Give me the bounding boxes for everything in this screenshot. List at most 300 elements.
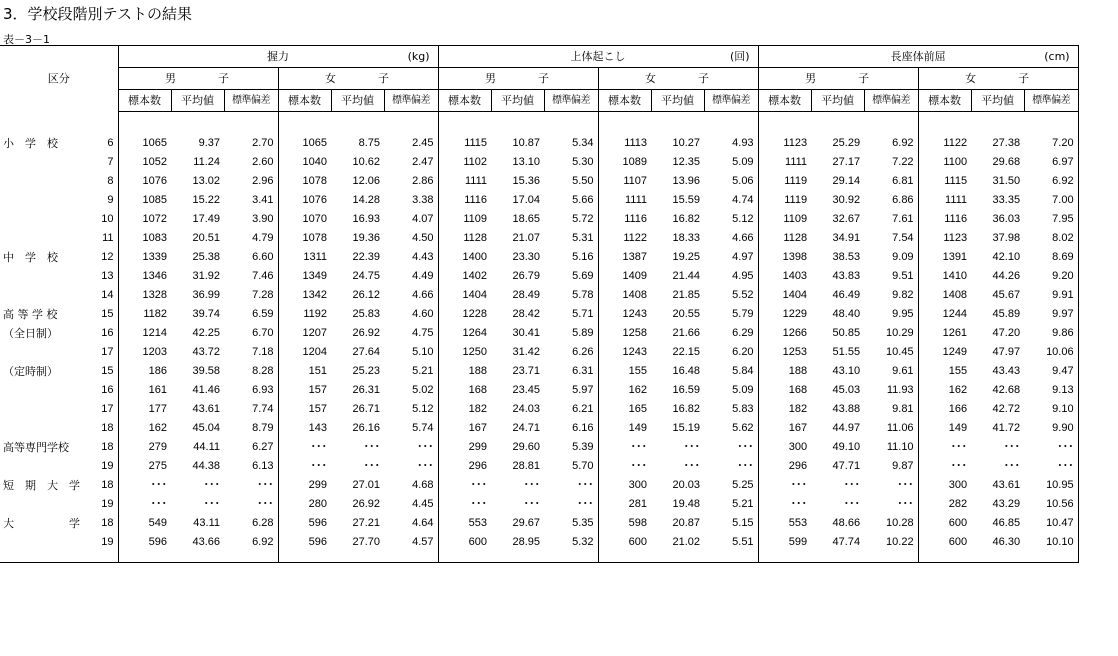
table-cell: 1250	[438, 343, 491, 362]
column-header: 平均値	[811, 90, 864, 112]
table-cell: 8.75	[358, 137, 380, 149]
table-cell: 43.61	[992, 479, 1021, 491]
table-cell: 10.27	[672, 137, 701, 149]
table-cell: ･･･	[118, 476, 171, 495]
table-row	[0, 305, 1078, 324]
table-cell: 49.10	[832, 441, 861, 453]
table-cell: 165	[598, 400, 651, 419]
row-age: 13	[101, 270, 114, 282]
table-cell: 19.36	[352, 232, 380, 244]
table-row	[0, 362, 1078, 381]
table-cell: 9.97	[1024, 305, 1078, 324]
table-cell: 5.10	[412, 346, 434, 358]
table-cell: 33.35	[992, 194, 1021, 206]
table-cell: 6.92	[252, 536, 274, 548]
table-cell: ･･･	[1024, 457, 1078, 476]
table-cell: 1410	[918, 267, 971, 286]
table-cell: 1102	[438, 153, 491, 172]
table-cell: 2.60	[252, 156, 274, 168]
table-row	[0, 229, 1078, 248]
table-cell: 47.20	[992, 327, 1021, 339]
table-cell: 16.93	[352, 213, 380, 225]
table-cell: 157	[278, 400, 331, 419]
table-cell: 27.38	[992, 137, 1021, 149]
row-age: 11	[102, 232, 114, 244]
table-id: 表－3－1	[3, 33, 50, 46]
table-cell: 16.82	[672, 213, 701, 225]
table-cell: 1065	[278, 134, 331, 153]
table-cell: 51.55	[832, 346, 861, 358]
table-cell: ･･･	[417, 460, 434, 472]
table-cell: 1258	[598, 324, 651, 343]
row-category: （定時制）	[3, 365, 58, 378]
table-cell: 42.68	[992, 384, 1021, 396]
table-cell: 155	[918, 362, 971, 381]
table-cell: 7.46	[252, 270, 274, 282]
table-cell: ･･･	[203, 479, 220, 491]
table-cell: 6.13	[252, 460, 274, 472]
table-cell: 9.86	[1024, 324, 1078, 343]
table-cell: 1264	[438, 324, 491, 343]
table-cell: 2.47	[412, 156, 434, 168]
kubun-header: 区分	[0, 46, 118, 112]
table-cell: 47.97	[992, 346, 1021, 358]
table-cell: 10.47	[1024, 514, 1078, 533]
table-cell: 2.96	[252, 175, 274, 187]
table-row	[0, 438, 1078, 457]
table-cell: 26.16	[352, 422, 380, 434]
table-cell: 300	[758, 438, 811, 457]
table-cell: 9.87	[892, 460, 914, 472]
table-cell: ･･･	[758, 495, 811, 514]
table-cell: 28.42	[512, 308, 541, 320]
table-cell: 9.10	[1024, 400, 1078, 419]
table-row	[0, 191, 1078, 210]
table-cell: ･･･	[897, 479, 914, 491]
column-header: 標準偏差	[544, 90, 598, 112]
table-cell: 5.84	[732, 365, 754, 377]
table-cell: 282	[918, 495, 971, 514]
table-cell: 1076	[118, 172, 171, 191]
table-cell: 28.81	[512, 460, 541, 472]
table-cell: 5.52	[732, 289, 754, 301]
table-cell: 25.23	[352, 365, 380, 377]
table-cell: 6.97	[1024, 153, 1078, 172]
column-header: 標準偏差	[384, 90, 438, 112]
table-cell: 14.28	[352, 194, 380, 206]
table-cell: 6.81	[892, 175, 914, 187]
table-cell: 6.29	[732, 327, 754, 339]
table-cell: 5.74	[412, 422, 434, 434]
table-cell: 24.03	[512, 403, 541, 415]
table-cell: 1243	[598, 305, 651, 324]
table-cell: 36.99	[192, 289, 220, 301]
table-cell: ･･･	[598, 457, 651, 476]
table-cell: 11.93	[886, 384, 914, 396]
table-cell: 15.59	[672, 194, 701, 206]
table-cell: 32.67	[832, 213, 861, 225]
table-cell: 4.50	[412, 232, 434, 244]
table-cell: 1214	[118, 324, 171, 343]
table-cell: 18.33	[672, 232, 701, 244]
table-cell: 166	[918, 400, 971, 419]
table-cell: 299	[278, 476, 331, 495]
table-cell: 1119	[758, 172, 811, 191]
table-cell: 23.71	[512, 365, 541, 377]
row-category	[0, 210, 85, 229]
table-cell: 279	[118, 438, 171, 457]
table-cell: 596	[118, 533, 171, 552]
table-cell: 29.60	[512, 441, 541, 453]
table-cell: 5.89	[572, 327, 594, 339]
column-header: 平均値	[491, 90, 544, 112]
row-age: 19	[101, 498, 114, 510]
table-cell: 21.66	[672, 327, 701, 339]
table-cell: 19.25	[672, 251, 701, 263]
table-cell: ･･･	[843, 498, 861, 510]
row-age: 10	[101, 213, 114, 225]
table-row	[0, 476, 1078, 495]
table-cell: 9.13	[1024, 381, 1078, 400]
table-cell: 9.90	[1024, 419, 1078, 438]
table-cell: 43.72	[192, 346, 220, 358]
table-cell: 1346	[118, 267, 171, 286]
table-cell: 15.19	[672, 422, 701, 434]
sex-header-male: 男 子	[438, 68, 598, 90]
table-cell: 4.66	[732, 232, 754, 244]
table-cell: 26.12	[352, 289, 380, 301]
table-cell: 44.26	[992, 270, 1021, 282]
column-header: 平均値	[171, 90, 224, 112]
table-cell: 1349	[278, 267, 331, 286]
table-cell: 275	[118, 457, 171, 476]
table-cell: 20.51	[192, 232, 220, 244]
table-cell: 4.64	[412, 517, 434, 529]
table-cell: 5.16	[572, 251, 594, 263]
column-header: 標準偏差	[864, 90, 918, 112]
row-age: 18	[101, 422, 114, 434]
table-cell: 20.87	[672, 517, 701, 529]
table-cell: 24.71	[512, 422, 541, 434]
table-cell: 1116	[438, 191, 491, 210]
table-cell: 6.92	[1024, 172, 1078, 191]
table-cell: ･･･	[737, 441, 754, 453]
table-cell: 22.15	[672, 346, 701, 358]
table-cell: 143	[278, 419, 331, 438]
table-cell: 24.75	[352, 270, 380, 282]
table-cell: 5.51	[732, 536, 754, 548]
table-cell: 1111	[438, 172, 491, 191]
table-cell: 9.91	[1024, 286, 1078, 305]
table-cell: 26.92	[352, 498, 380, 510]
table-cell: 10.56	[1024, 495, 1078, 514]
table-cell: 29.67	[512, 517, 541, 529]
table-cell: ･･･	[598, 438, 651, 457]
table-cell: ･･･	[918, 457, 971, 476]
table-cell: 1119	[758, 191, 811, 210]
row-category: （全日制）	[3, 327, 58, 340]
table-cell: 5.62	[732, 422, 754, 434]
row-category	[0, 286, 85, 305]
table-cell: 162	[598, 381, 651, 400]
row-category	[0, 153, 85, 172]
table-cell: 299	[438, 438, 491, 457]
row-age: 16	[101, 327, 114, 339]
table-cell: 4.79	[252, 232, 274, 244]
table-cell: 23.45	[512, 384, 541, 396]
table-cell: 9.47	[1024, 362, 1078, 381]
table-cell: 10.28	[886, 517, 914, 529]
table-cell: 7.00	[1024, 191, 1078, 210]
table-cell: 46.49	[832, 289, 861, 301]
table-cell: 47.74	[832, 536, 861, 548]
table-cell: 1085	[118, 191, 171, 210]
table-cell: ･･･	[363, 441, 380, 453]
table-cell: ･･･	[1003, 460, 1021, 472]
table-cell: 8.79	[252, 422, 274, 434]
table-cell: 300	[598, 476, 651, 495]
table-row	[0, 134, 1078, 153]
column-header: 標準偏差	[704, 90, 758, 112]
table-cell: 46.30	[992, 536, 1021, 548]
table-cell: 19.48	[672, 498, 701, 510]
table-cell: 6.70	[252, 327, 274, 339]
table-cell: 1083	[118, 229, 171, 248]
row-category	[0, 267, 85, 286]
table-cell: 162	[118, 419, 171, 438]
table-cell: 31.42	[512, 346, 541, 358]
table-cell: 1244	[918, 305, 971, 324]
row-age: 17	[101, 403, 114, 415]
table-cell: 42.72	[992, 403, 1021, 415]
table-cell: ･･･	[683, 460, 701, 472]
table-row	[0, 248, 1078, 267]
table-row	[0, 457, 1078, 476]
table-cell: 6.59	[252, 308, 274, 320]
table-cell: 5.78	[572, 289, 594, 301]
results-table	[0, 45, 1079, 563]
table-row	[0, 495, 1078, 514]
table-cell: ･･･	[438, 476, 491, 495]
row-category: 短 期 大 学	[3, 479, 80, 492]
table-cell: ･･･	[417, 441, 434, 453]
table-cell: 8.69	[1024, 248, 1078, 267]
row-age: 12	[101, 251, 114, 263]
column-header: 標準偏差	[1024, 90, 1078, 112]
table-cell: 3.38	[412, 194, 434, 206]
table-cell: 20.55	[672, 308, 701, 320]
table-cell: 4.75	[412, 327, 434, 339]
row-age: 6	[107, 137, 114, 149]
table-cell: 1065	[118, 134, 171, 153]
table-cell: 155	[598, 362, 651, 381]
table-cell: 17.04	[512, 194, 541, 206]
table-row	[0, 286, 1078, 305]
table-cell: 5.06	[732, 175, 754, 187]
table-row	[0, 419, 1078, 438]
table-cell: 1123	[918, 229, 971, 248]
table-cell: 5.15	[732, 517, 754, 529]
table-cell: 10.10	[1024, 533, 1078, 552]
table-cell: 182	[438, 400, 491, 419]
table-cell: 38.53	[832, 251, 861, 263]
sex-header-male: 男 子	[118, 68, 278, 90]
table-cell: 1111	[758, 153, 811, 172]
table-cell: 10.06	[1024, 343, 1078, 362]
table-cell: ･･･	[257, 498, 274, 510]
table-cell: 1128	[758, 229, 811, 248]
table-cell: 34.91	[832, 232, 861, 244]
table-cell: 43.10	[832, 365, 861, 377]
table-cell: 1402	[438, 267, 491, 286]
table-cell: 600	[438, 533, 491, 552]
table-cell: 4.97	[732, 251, 754, 263]
row-age: 19	[101, 536, 114, 548]
table-cell: 27.64	[352, 346, 380, 358]
table-cell: 4.95	[732, 270, 754, 282]
table-cell: 167	[438, 419, 491, 438]
row-category	[0, 229, 85, 248]
table-cell: 1100	[918, 153, 971, 172]
column-header: 標本数	[118, 90, 171, 112]
row-age: 8	[107, 175, 114, 187]
row-category: 中 学 校	[3, 251, 58, 264]
table-cell: ･･･	[918, 438, 971, 457]
table-cell: 18.65	[512, 213, 541, 225]
table-cell: 6.21	[572, 403, 594, 415]
table-cell: 26.31	[352, 384, 380, 396]
table-row	[0, 381, 1078, 400]
table-cell: 21.02	[672, 536, 701, 548]
table-cell: 21.07	[512, 232, 541, 244]
table-cell: 9.95	[892, 308, 914, 320]
table-cell: 5.02	[412, 384, 434, 396]
table-cell: 1342	[278, 286, 331, 305]
table-cell: 8.02	[1024, 229, 1078, 248]
row-category	[0, 457, 85, 476]
table-cell: 1207	[278, 324, 331, 343]
table-cell: ･･･	[523, 498, 541, 510]
table-cell: 15.36	[512, 175, 541, 187]
table-cell: 1243	[598, 343, 651, 362]
table-cell: 4.93	[732, 137, 754, 149]
table-cell: 10.45	[886, 346, 914, 358]
table-row	[0, 210, 1078, 229]
sex-header-female: 女 子	[278, 68, 438, 90]
row-category	[0, 533, 85, 552]
table-cell: 25.29	[832, 137, 861, 149]
table-cell: 27.01	[352, 479, 380, 491]
row-category	[0, 191, 85, 210]
table-cell: 1116	[918, 210, 971, 229]
table-cell: 1311	[278, 248, 331, 267]
table-cell: 4.60	[412, 308, 434, 320]
table-cell: 25.38	[192, 251, 220, 263]
table-cell: ･･･	[278, 438, 331, 457]
column-header: 平均値	[331, 90, 384, 112]
table-cell: 596	[278, 514, 331, 533]
table-row	[0, 343, 1078, 362]
table-cell: 13.02	[192, 175, 220, 187]
table-cell: 1128	[438, 229, 491, 248]
table-cell: 4.57	[412, 536, 434, 548]
table-cell: 281	[598, 495, 651, 514]
table-cell: ･･･	[843, 479, 861, 491]
table-cell: 1400	[438, 248, 491, 267]
table-cell: 5.12	[412, 403, 434, 415]
table-cell: 177	[118, 400, 171, 419]
table-cell: 1182	[118, 305, 171, 324]
table-cell: 600	[918, 533, 971, 552]
table-cell: 45.03	[832, 384, 861, 396]
table-cell: 47.71	[832, 460, 861, 472]
table-cell: 43.61	[192, 403, 220, 415]
table-cell: 1052	[118, 153, 171, 172]
table-cell: 4.74	[732, 194, 754, 206]
grip-strength-header: 握力 (kg)	[118, 46, 438, 68]
table-cell: 10.87	[512, 137, 541, 149]
table-row	[0, 324, 1078, 343]
table-cell: 188	[758, 362, 811, 381]
table-cell: 1109	[758, 210, 811, 229]
table-cell: 5.12	[732, 213, 754, 225]
table-cell: 1078	[278, 229, 331, 248]
table-cell: 4.45	[412, 498, 434, 510]
table-cell: 5.50	[572, 175, 594, 187]
table-cell: 9.37	[198, 137, 220, 149]
table-cell: 157	[278, 381, 331, 400]
row-category	[0, 495, 85, 514]
table-cell: ･･･	[363, 460, 380, 472]
table-cell: 6.26	[572, 346, 594, 358]
table-cell: 1076	[278, 191, 331, 210]
table-cell: 1409	[598, 267, 651, 286]
table-cell: 10.95	[1024, 476, 1078, 495]
table-cell: 1408	[918, 286, 971, 305]
table-cell: 151	[278, 362, 331, 381]
table-cell: 43.43	[992, 365, 1021, 377]
table-cell: 1040	[278, 153, 331, 172]
table-cell: 7.22	[892, 156, 914, 168]
table-cell: 186	[118, 362, 171, 381]
table-cell: 29.14	[832, 175, 861, 187]
table-cell: 6.27	[252, 441, 274, 453]
table-cell: 42.10	[992, 251, 1021, 263]
table-cell: 6.93	[252, 384, 274, 396]
table-cell: 1192	[278, 305, 331, 324]
table-cell: 5.21	[732, 498, 754, 510]
table-cell: 16.48	[672, 365, 701, 377]
row-age: 18	[101, 441, 114, 453]
table-cell: ･･･	[438, 495, 491, 514]
table-cell: 1328	[118, 286, 171, 305]
table-cell: 167	[758, 419, 811, 438]
table-cell: 1403	[758, 267, 811, 286]
table-cell: 1070	[278, 210, 331, 229]
table-cell: 168	[758, 381, 811, 400]
table-cell: 13.10	[512, 156, 541, 168]
table-cell: 5.31	[572, 232, 594, 244]
table-cell: 7.74	[252, 403, 274, 415]
table-cell: 296	[758, 457, 811, 476]
table-cell: 1404	[438, 286, 491, 305]
table-cell: ･･･	[897, 498, 914, 510]
table-cell: 7.20	[1024, 134, 1078, 153]
table-cell: 1228	[438, 305, 491, 324]
table-cell: 5.83	[732, 403, 754, 415]
table-cell: 50.85	[832, 327, 861, 339]
table-cell: 4.66	[412, 289, 434, 301]
